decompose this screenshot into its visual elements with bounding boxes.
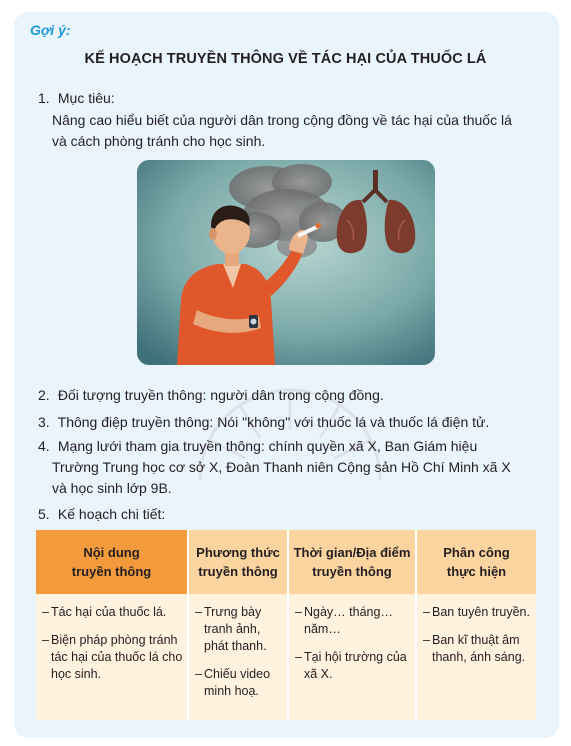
list-item [423, 604, 532, 621]
list-item [42, 604, 183, 621]
page-title: KẾ HOẠCH TRUYỀN THÔNG VỀ TÁC HẠI CỦA THUỐC LÁ [84, 51, 487, 67]
list-item [42, 632, 183, 683]
header-content-line-1: Nội dung [83, 545, 140, 560]
wristwatch-icon [249, 315, 258, 328]
list-item-text: Biện pháp phòng tránh tác hại của thuốc lá cho học sinh. [51, 633, 183, 681]
section-1-body-line-1: Nâng cao hiểu biết của người dân trong cộng đồng về tác hại của thuốc lá [52, 112, 512, 128]
section-1-body-line-2: và cách phòng tránh cho học sinh. [52, 133, 266, 149]
header-time-place-line-2: truyền thông [312, 564, 392, 579]
section-4-heading [38, 436, 477, 456]
cell-assignment [416, 594, 536, 720]
list-item [423, 632, 532, 666]
header-method-line-1: Phương thức [196, 545, 280, 560]
section-4-number: 4. [38, 438, 50, 454]
header-content-line-2: truyền thông [71, 564, 152, 579]
section-5-number: 5. [38, 506, 50, 522]
section-3 [38, 412, 489, 432]
cell-content [36, 594, 188, 720]
list-dash: – [195, 605, 202, 619]
list-dash: – [423, 633, 430, 647]
list-item [195, 604, 283, 655]
section-2-number: 2. [38, 387, 50, 403]
list-dash: – [195, 667, 202, 681]
list-dash: – [423, 605, 430, 619]
cell-method [188, 594, 288, 720]
list-item [295, 649, 411, 683]
header-time-place [288, 530, 416, 594]
smoking-illustration [137, 160, 435, 365]
list-item-text: Ban tuyên truyền. [432, 605, 530, 619]
table-row [36, 594, 536, 720]
section-3-number: 3. [38, 414, 50, 430]
section-2 [38, 385, 384, 405]
section-2-text: Đối tượng truyền thông: người dân trong cộng đồng. [57, 387, 384, 403]
list-item [295, 604, 411, 638]
cell-time-place [288, 594, 416, 720]
list-item-text: Chiếu video minh hoạ. [204, 667, 271, 698]
section-5 [38, 504, 165, 524]
header-time-place-line-1: Thời gian/Địa điểm [293, 545, 411, 560]
communication-plan-table [36, 530, 536, 720]
list-item-text: Ban kĩ thuật âm thanh, ánh sáng. [432, 633, 526, 664]
header-assignment-line-2: thực hiện [446, 564, 507, 579]
section-1-number: 1. [38, 90, 50, 106]
header-method-line-2: truyền thông [198, 564, 278, 579]
list-dash: – [295, 650, 302, 664]
header-method [188, 530, 288, 594]
list-item-text: Trưng bày tranh ảnh, phát thanh. [204, 605, 267, 653]
section-4-line-3: và học sinh lớp 9B. [52, 480, 172, 496]
list-dash: – [295, 605, 302, 619]
section-4-body [52, 457, 542, 499]
table-header-row [36, 530, 536, 594]
section-1-label: Mục tiêu: [57, 90, 115, 106]
section-1-heading [38, 88, 115, 108]
list-dash: – [42, 633, 49, 647]
list-item [195, 666, 283, 700]
section-3-text: Thông điệp truyền thông: Nói "không" với thuốc lá và thuốc lá điện tử. [57, 414, 490, 430]
header-assignment [416, 530, 536, 594]
header-content [36, 530, 188, 594]
list-item-text: Tác hại của thuốc lá. [51, 605, 167, 619]
section-1-body [52, 110, 542, 152]
list-item-text: Tại hội trường của xã X. [304, 650, 407, 681]
section-4-line-1: Mạng lưới tham gia truyền thông: chính quyền xã X, Ban Giám hiệu [57, 438, 478, 454]
section-4-line-2: Trường Trung học cơ sở X, Đoàn Thanh niên Cộng sản Hồ Chí Minh xã X [52, 459, 511, 475]
list-dash: – [42, 605, 49, 619]
list-item-text: Ngày… tháng… năm… [304, 605, 393, 636]
hint-label: Gợi ý: [30, 22, 71, 38]
section-5-text: Kế hoạch chi tiết: [57, 506, 166, 522]
header-assignment-line-1: Phân công [443, 545, 510, 560]
